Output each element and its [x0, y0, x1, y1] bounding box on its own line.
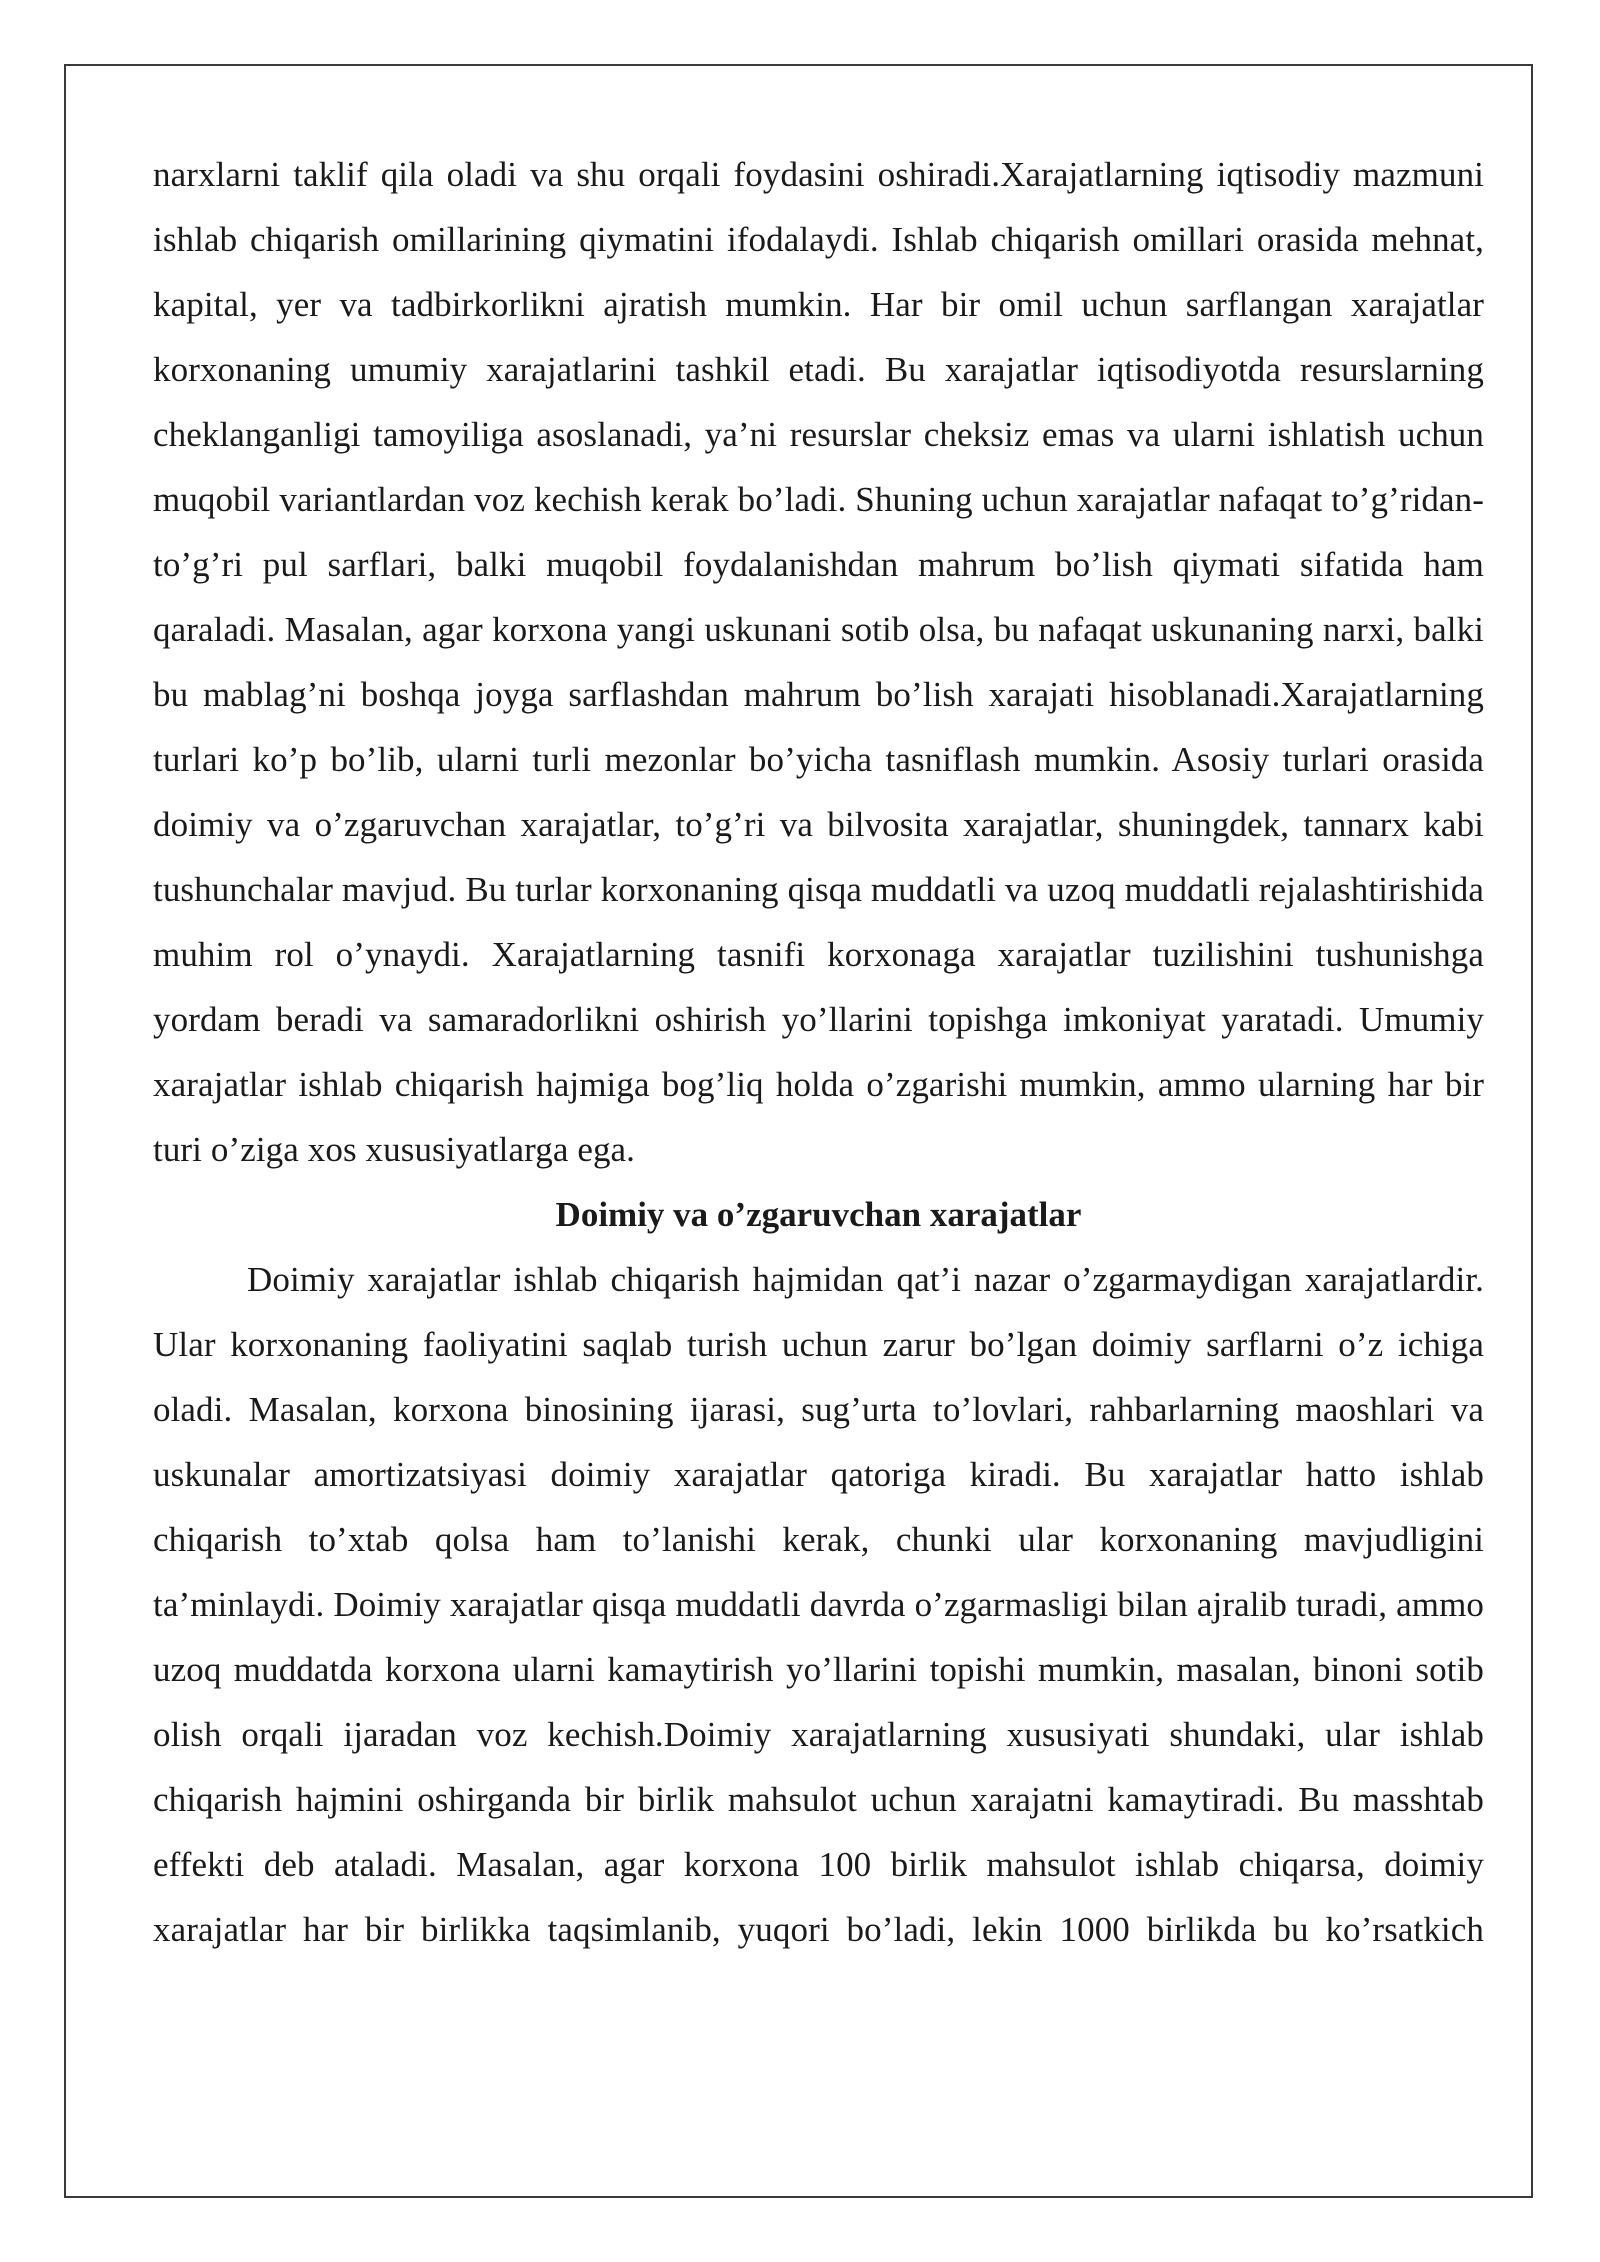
- section-heading: Doimiy va o’zgaruvchan xarajatlar: [555, 1195, 1082, 1234]
- document-body: [153, 142, 1484, 1962]
- body-paragraph-1: narxlarni taklif qila oladi va shu orqali foydasini oshiradi.Xarajatlarning iqtisodiy mazmuni ishlab chiqarish omillarining qiymatini ifodalaydi. Ishlab chiqarish omillari orasida mehnat, kapital, yer va tadbirkorlikni ajratish mumkin. Har bir omil uchun sarflangan xarajatlar korxonaning umumiy xarajatlarini tashkil etadi. Bu xarajatlar iqtisodiyotda resurslarning cheklanganligi tamoyiliga asoslanadi, ya’ni resurslar cheksiz emas va ularni ishlatish uchun muqobil variantlardan voz kechish kerak bo’ladi. Shuning uchun xarajatlar nafaqat to’g’ridan-to’g’ri pul sarflari, balki muqobil foydalanishdan mahrum bo’lish qiymati sifatida ham qaraladi. Masalan, agar korxona yangi uskunani sotib olsa, bu nafaqat uskunaning narxi, balki bu mablag’ni boshqa joyga sarflashdan mahrum bo’lish xarajati hisoblanadi.Xarajatlarning turlari ko’p bo’lib, ularni turli mezonlar bo’yicha tasniflash mumkin. Asosiy turlari orasida doimiy va o’zgaruvchan xarajatlar, to’g’ri va bilvosita xarajatlar, shuningdek, tannarx kabi tushunchalar mavjud. Bu turlar korxonaning qisqa muddatli va uzoq muddatli rejalashtirishida muhim rol o’ynaydi. Xarajatlarning tasnifi korxonaga xarajatlar tuzilishini tushunishga yordam beradi va samaradorlikni oshirish yo’llarini topishga imkoniyat yaratadi. Umumiy xarajatlar ishlab chiqarish hajmiga bog’liq holda o’zgarishi mumkin, ammo ularning har bir turi o’ziga xos xususiyatlarga ega.: [153, 155, 1484, 1169]
- body-paragraph-2: Doimiy xarajatlar ishlab chiqarish hajmidan qat’i nazar o’zgarmaydigan xarajatlardir. Ular korxonaning faoliyatini saqlab turish uchun zarur bo’lgan doimiy sarflarni o’z ichiga oladi. Masalan, korxona binosining ijarasi, sug’urta to’lovlari, rahbarlarning maoshlari va uskunalar amortizatsiyasi doimiy xarajatlar qatoriga kiradi. Bu xarajatlar hatto ishlab chiqarish to’xtab qolsa ham to’lanishi kerak, chunki ular korxonaning mavjudligini ta’minlaydi. Doimiy xarajatlar qisqa muddatli davrda o’zgarmasligi bilan ajralib turadi, ammo uzoq muddatda korxona ularni kamaytirish yo’llarini topishi mumkin, masalan, binoni sotib olish orqali ijaradan voz kechish.Doimiy xarajatlarning xususiyati shundaki, ular ishlab chiqarish hajmini oshirganda bir birlik mahsulot uchun xarajatni kamaytiradi. Bu masshtab effekti deb ataladi. Masalan, agar korxona 100 birlik mahsulot ishlab chiqarsa, doimiy xarajatlar har bir birlikka taqsimlanib, yuqori bo’ladi, lekin 1000 birlikda bu ko’rsatkich: [153, 1260, 1484, 1949]
